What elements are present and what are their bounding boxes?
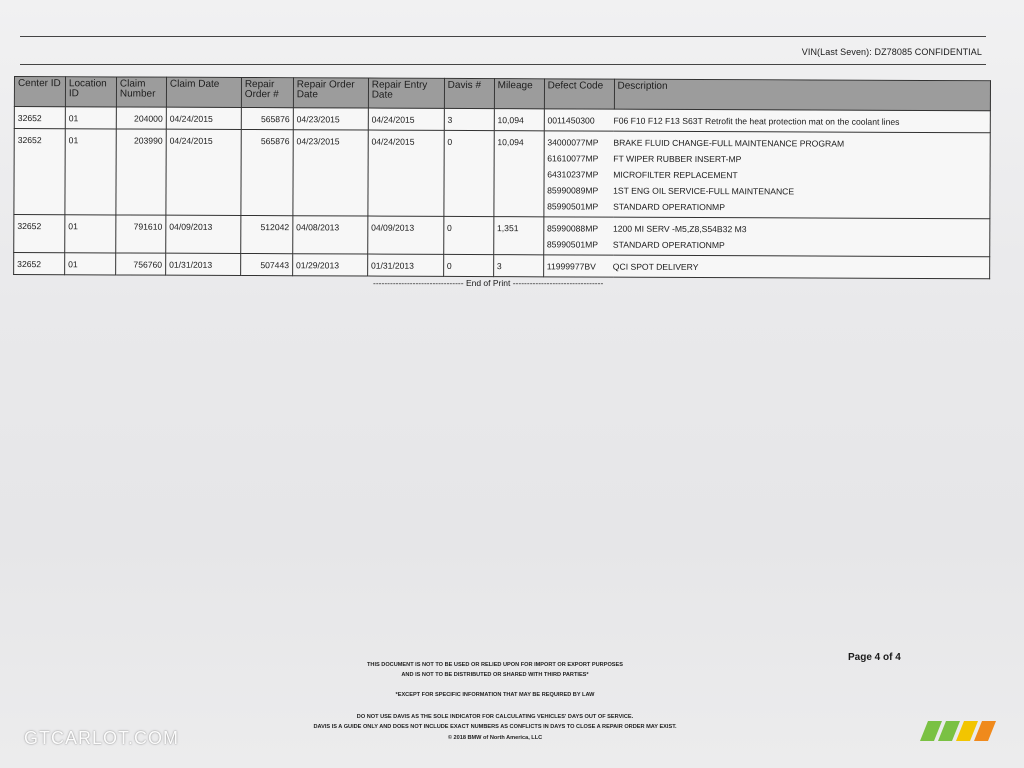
column-header: Repair Entry Date bbox=[368, 78, 444, 108]
location-id-cell: 01 bbox=[65, 215, 116, 253]
column-header: Claim Date bbox=[166, 77, 241, 107]
defect-code: 34000077MP bbox=[547, 137, 599, 148]
defect-code: 0011450300 bbox=[547, 115, 595, 126]
top-rule bbox=[20, 36, 986, 37]
center-id-cell: 32652 bbox=[14, 129, 65, 215]
mileage-cell: 10,094 bbox=[494, 131, 544, 217]
defect-description: 1200 MI SERV -M5,Z8,S54B32 M3 bbox=[612, 223, 747, 235]
repair-entry-date-cell: 01/31/2013 bbox=[367, 254, 443, 276]
disclaimer-line: DAVIS IS A GUIDE ONLY AND DOES NOT INCLUDE EXACT NUMBERS AS CONFLICTS IN DAYS TO CLOSE A REPAIR ORDER MAY EXIST. bbox=[313, 724, 677, 730]
defect-item bbox=[547, 236, 986, 254]
column-header: Location ID bbox=[65, 77, 116, 107]
column-header: Claim Number bbox=[116, 77, 166, 107]
page-number: Page 4 of 4 bbox=[848, 652, 901, 663]
logo-stripe-green bbox=[920, 721, 942, 741]
defect-code: 61610077MP bbox=[547, 153, 599, 164]
table-row bbox=[14, 129, 990, 219]
defect-item bbox=[547, 258, 986, 276]
gtcarlot-watermark: GTCARLOT.COM bbox=[24, 728, 180, 748]
location-id-cell: 01 bbox=[65, 107, 116, 129]
column-header: Repair Order # bbox=[241, 77, 293, 107]
logo-stripe-orange bbox=[974, 721, 996, 741]
claim-date-cell: 04/24/2015 bbox=[166, 129, 241, 215]
claim-number-cell: 203990 bbox=[116, 129, 166, 215]
repair-order-cell: 565876 bbox=[241, 129, 293, 215]
repair-order-cell: 565876 bbox=[241, 107, 293, 129]
defect-code: 85990501MP bbox=[547, 201, 599, 212]
claim-number-cell: 791610 bbox=[116, 215, 166, 253]
defect-description: QCI SPOT DELIVERY bbox=[612, 261, 699, 272]
table-row bbox=[14, 253, 990, 279]
defect-item bbox=[547, 198, 986, 216]
disclaimer-line: *EXCEPT FOR SPECIFIC INFORMATION THAT MAY BE REQUIRED BY LAW bbox=[395, 692, 595, 698]
repair-entry-date-cell: 04/24/2015 bbox=[368, 108, 444, 130]
logo-stripe-green-light bbox=[938, 721, 960, 741]
davis-cell: 3 bbox=[444, 108, 494, 130]
claim-date-cell: 04/24/2015 bbox=[166, 107, 241, 129]
defect-code: 85990501MP bbox=[546, 239, 599, 250]
table-body bbox=[14, 107, 991, 279]
vin-rule bbox=[20, 64, 986, 65]
column-header: Repair Order Date bbox=[293, 78, 368, 108]
center-id-cell: 32652 bbox=[14, 253, 65, 275]
defect-description: F06 F10 F12 F13 S63T Retrofit the heat protection mat on the coolant lines bbox=[613, 115, 900, 127]
defect-item bbox=[547, 220, 986, 238]
claim-number-cell: 204000 bbox=[116, 107, 166, 129]
defect-code: 85990089MP bbox=[547, 185, 599, 196]
davis-cell: 0 bbox=[443, 216, 493, 254]
defect-item bbox=[547, 166, 986, 184]
defect-description: FT WIPER RUBBER INSERT-MP bbox=[613, 153, 742, 165]
column-header: Davis # bbox=[444, 78, 494, 108]
location-id-cell: 01 bbox=[65, 129, 116, 215]
defect-items-cell bbox=[543, 217, 990, 257]
defect-code: 11999977BV bbox=[546, 261, 596, 272]
defect-items-cell bbox=[544, 131, 991, 219]
mileage-cell: 10,094 bbox=[494, 109, 544, 131]
defect-items-cell bbox=[544, 109, 990, 133]
claim-date-cell: 04/09/2013 bbox=[166, 215, 241, 253]
defect-items-cell bbox=[543, 255, 989, 279]
defect-item bbox=[547, 182, 986, 200]
disclaimer-line: DO NOT USE DAVIS AS THE SOLE INDICATOR FOR CALCULATING VEHICLES' DAYS OUT OF SERVICE. bbox=[356, 714, 634, 720]
column-header: Center ID bbox=[14, 77, 65, 107]
mileage-cell: 1,351 bbox=[493, 217, 543, 255]
repair-order-date-cell: 04/23/2015 bbox=[293, 130, 368, 216]
column-header: Mileage bbox=[494, 79, 544, 109]
logo-stripe-yellow bbox=[956, 721, 978, 741]
vin-confidential-label: VIN(Last Seven): DZ78085 CONFIDENTIAL bbox=[801, 47, 982, 57]
repair-order-date-cell: 04/08/2013 bbox=[293, 216, 368, 254]
defect-description: BRAKE FLUID CHANGE-FULL MAINTENANCE PROGRAM bbox=[613, 137, 845, 149]
copyright-line: © 2018 BMW of North America, LLC bbox=[447, 735, 543, 741]
defect-description: MICROFILTER REPLACEMENT bbox=[613, 169, 738, 181]
defect-code: 85990088MP bbox=[546, 223, 599, 234]
claims-table bbox=[13, 76, 991, 279]
repair-order-date-cell: 01/29/2013 bbox=[292, 254, 367, 276]
column-header: Description bbox=[614, 79, 991, 111]
claim-number-cell: 756760 bbox=[116, 253, 166, 275]
repair-order-cell: 507443 bbox=[241, 253, 293, 275]
table-row bbox=[14, 215, 990, 257]
defect-description: STANDARD OPERATIONMP bbox=[612, 239, 725, 251]
claim-date-cell: 01/31/2013 bbox=[166, 253, 241, 275]
gtcarlot-logo-icon bbox=[920, 721, 998, 741]
defect-description: STANDARD OPERATIONMP bbox=[613, 201, 725, 213]
repair-order-cell: 512042 bbox=[241, 215, 293, 253]
center-id-cell: 32652 bbox=[14, 215, 65, 253]
davis-cell: 0 bbox=[443, 254, 493, 276]
defect-item bbox=[547, 150, 986, 168]
defect-item bbox=[547, 134, 986, 152]
repair-entry-date-cell: 04/24/2015 bbox=[368, 130, 444, 216]
center-id-cell: 32652 bbox=[14, 107, 65, 129]
table-header-row bbox=[14, 77, 990, 111]
repair-entry-date-cell: 04/09/2013 bbox=[368, 216, 444, 254]
defect-code: 64310237MP bbox=[547, 169, 599, 180]
defect-description: 1ST ENG OIL SERVICE-FULL MAINTENANCE bbox=[613, 185, 795, 197]
mileage-cell: 3 bbox=[493, 255, 543, 277]
repair-order-date-cell: 04/23/2015 bbox=[293, 108, 368, 130]
davis-cell: 0 bbox=[444, 130, 494, 216]
location-id-cell: 01 bbox=[65, 253, 116, 275]
disclaimer-line: AND IS NOT TO BE DISTRIBUTED OR SHARED WITH THIRD PARTIES* bbox=[401, 672, 589, 678]
disclaimer-line: THIS DOCUMENT IS NOT TO BE USED OR RELIED UPON FOR IMPORT OR EXPORT PURPOSES bbox=[367, 662, 623, 668]
column-header: Defect Code bbox=[544, 79, 614, 109]
end-of-print-marker: -------------------------------- End of Print -------------------------------- bbox=[373, 278, 604, 288]
defect-item bbox=[547, 112, 986, 130]
